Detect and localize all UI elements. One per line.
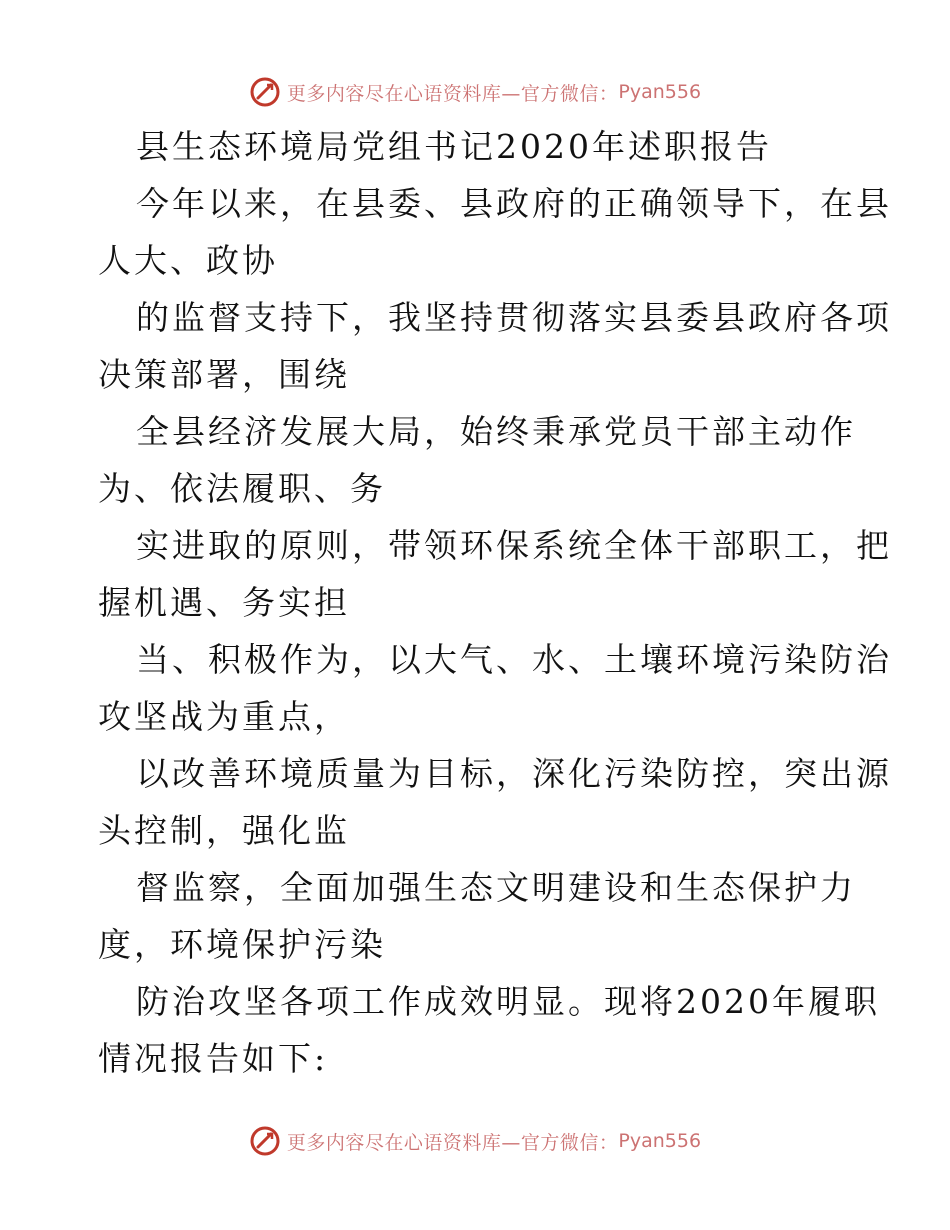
- header-banner: [0, 72, 950, 112]
- paragraph-line: 情况报告如下:: [98, 1039, 329, 1078]
- paragraph-line: 实进取的原则，带领环保系统全体干部职工，把: [136, 526, 892, 565]
- paragraph-line: 度，环境保护污染: [98, 925, 386, 964]
- paragraph-line: 当、积极作为，以大气、水、土壤环境污染防治: [136, 640, 892, 679]
- paragraph-line: 握机遇、务实担: [98, 583, 350, 622]
- footer-banner: [0, 1121, 950, 1161]
- paragraph-line: 头控制，强化监: [98, 811, 350, 850]
- paragraph-line: 今年以来，在县委、县政府的正确领导下，在县: [136, 184, 892, 223]
- paragraph-line: 为、依法履职、务: [98, 469, 386, 508]
- paragraph-line: 人大、政协: [98, 241, 278, 280]
- document-title: 县生态环境局党组书记2020年述职报告: [136, 127, 772, 166]
- document-body: [98, 118, 892, 1087]
- banner-text: 更多内容尽在心语资料库—官方微信：: [286, 1131, 619, 1154]
- paragraph-line: 的监督支持下，我坚持贯彻落实县委县政府各项: [136, 298, 892, 337]
- paragraph-line: 全县经济发展大局，始终秉承党员干部主动作: [136, 412, 856, 451]
- paragraph-line: 决策部署，围绕: [98, 355, 350, 394]
- banner-wechat-id: Pyan556: [618, 1130, 702, 1152]
- paragraph-line: 督监察，全面加强生态文明建设和生态保护力: [136, 868, 856, 907]
- paragraph-line: 防治攻坚各项工作成效明显。现将2020年履职: [136, 982, 880, 1021]
- logo-icon: [249, 76, 281, 108]
- logo-icon: [249, 1125, 281, 1157]
- banner-wechat-id: Pyan556: [618, 81, 702, 103]
- paragraph-line: 攻坚战为重点，: [98, 697, 350, 736]
- paragraph-line: 以改善环境质量为目标，深化污染防控，突出源: [136, 754, 892, 793]
- banner-text: 更多内容尽在心语资料库—官方微信：: [286, 82, 619, 105]
